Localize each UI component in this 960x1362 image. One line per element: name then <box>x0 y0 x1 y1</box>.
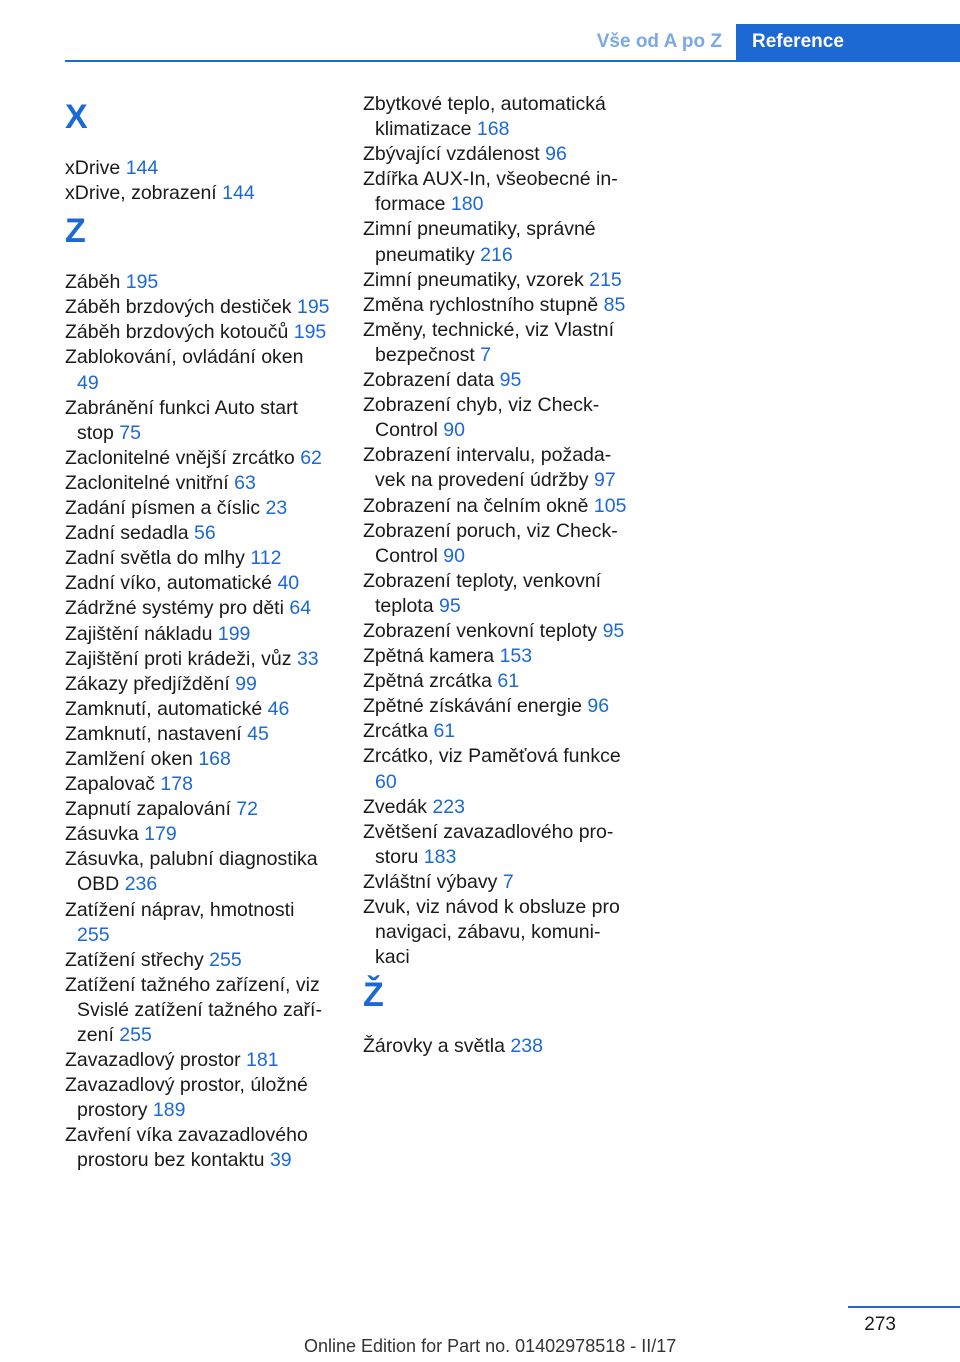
page-reference-link[interactable]: 144 <box>125 157 159 179</box>
page-reference-link[interactable]: 181 <box>246 1049 279 1072</box>
page-reference-link[interactable]: 153 <box>499 645 533 668</box>
page-reference-link[interactable]: 99 <box>235 672 257 695</box>
index-entry-text: Záběh brzdových kotoučů <box>65 321 289 344</box>
index-entry-text: Zadní víko, automatické <box>65 572 273 595</box>
index-entry-text: Zatížení střechy <box>65 948 204 971</box>
index-entry-text: Zatížení tažného zařízení, viz Svislé zatížení tažného zařízení <box>65 973 322 1046</box>
index-entry-text: Zobrazení na čelním okně <box>363 494 589 517</box>
page-reference-link[interactable]: 189 <box>152 1099 186 1122</box>
index-entry-text: Zobrazení data <box>363 369 495 392</box>
index-entry <box>363 895 628 970</box>
index-entry-text: Zavazadlový prostor, úložné prostory <box>65 1074 308 1122</box>
index-entry <box>65 722 330 747</box>
page-reference-link[interactable]: 179 <box>144 823 177 846</box>
index-entry <box>65 647 330 672</box>
index-entry-text: Zobrazení chyb, viz Check-Control <box>363 394 600 442</box>
index-entry <box>65 797 330 822</box>
index-entry-text: Zbývající vzdálenost <box>363 143 540 166</box>
page-reference-link[interactable]: 64 <box>289 597 312 620</box>
chapter-tab: Reference <box>736 24 960 60</box>
page-reference-link[interactable]: 90 <box>443 419 465 442</box>
index-entry-text: xDrive <box>65 157 121 179</box>
index-entry <box>363 719 628 744</box>
index-entry <box>65 295 330 320</box>
index-column-left <box>65 92 330 1174</box>
index-entry <box>363 519 628 569</box>
page-reference-link[interactable]: 72 <box>236 798 258 821</box>
index-entry <box>65 1048 330 1073</box>
index-entry-text: Zvuk, viz návod k obsluze pro navigaci, zábavu, komunikaci <box>363 896 620 969</box>
header-rule <box>65 60 960 62</box>
index-entry-text: Zvedák <box>363 795 427 818</box>
index-entry <box>65 622 330 647</box>
index-entry <box>65 697 330 722</box>
page-reference-link[interactable]: 60 <box>375 770 397 793</box>
index-entry <box>363 569 628 619</box>
page-reference-link[interactable]: 46 <box>267 697 290 720</box>
page-reference-link[interactable]: 62 <box>300 446 322 469</box>
page-reference-link[interactable]: 255 <box>209 948 242 971</box>
index-entry <box>363 92 628 142</box>
index-entry <box>65 181 330 206</box>
index-entry-text: Zobrazení venkovní teploty <box>363 619 598 642</box>
page-reference-link[interactable]: 168 <box>198 747 231 770</box>
index-entry <box>65 320 330 345</box>
page-reference-link[interactable]: 215 <box>589 268 622 291</box>
index-entry-text: Zvětšení zavazadlového prostoru <box>363 820 614 868</box>
page-reference-link[interactable]: 85 <box>603 293 626 316</box>
page-header <box>583 24 960 60</box>
index-entry-text: Zobrazení intervalu, požadavek na provedení údržby <box>363 444 612 492</box>
index-entry <box>363 694 628 719</box>
index-entry-text: Zabránění funkci Auto start stop <box>65 396 299 444</box>
page-reference-link[interactable]: 195 <box>125 271 159 294</box>
index-entry <box>65 156 330 181</box>
index-entry-text: Zamknutí, nastavení <box>65 722 242 745</box>
page-number: 273 <box>864 1314 896 1335</box>
page-reference-link[interactable]: 96 <box>587 695 610 718</box>
index-entry-text: Zajištění nákladu <box>65 622 213 645</box>
index-entry-text: Zamknutí, automatické <box>65 697 263 720</box>
index-entry <box>363 619 628 644</box>
index-entry-text: Zapalovač <box>65 773 155 796</box>
page-reference-link[interactable]: 183 <box>423 845 457 868</box>
index-entry-text: Zrcátko, viz Paměťová funkce <box>363 745 621 768</box>
index-entry-text: Zádržné systémy pro děti <box>65 597 284 620</box>
index-entry-text: Zimní pneumatiky, správné pneumatiky <box>363 218 596 266</box>
index-entry-text: Zbytkové teplo, automatická klimatizace <box>363 93 606 141</box>
index-letter-heading: X <box>65 98 88 136</box>
page-reference-link[interactable]: 33 <box>296 647 319 670</box>
page-reference-link[interactable]: 238 <box>510 1035 543 1058</box>
index-entry <box>363 393 628 443</box>
page-reference-link[interactable]: 199 <box>217 622 251 645</box>
index-entry-text: Zobrazení teploty, venkovní teplota <box>363 569 602 617</box>
page-reference-link[interactable]: 178 <box>160 773 193 796</box>
index-entry-text: Změny, technické, viz Vlastní bezpečnost <box>363 318 615 366</box>
page-reference-link[interactable]: 45 <box>247 722 269 745</box>
page-reference-link[interactable]: 195 <box>296 296 330 319</box>
index-entry-text: Zamlžení oken <box>65 747 193 770</box>
index-entry-text: Zobrazení poruch, viz Check-Control <box>363 519 618 567</box>
index-entry <box>65 847 330 897</box>
index-entry-text: Zaclonitelné vnitřní <box>65 471 229 494</box>
index-entry <box>363 644 628 669</box>
page-reference-link[interactable]: 95 <box>499 369 522 392</box>
page-reference-link[interactable]: 180 <box>450 193 484 216</box>
index-entry <box>65 772 330 797</box>
page-reference-link[interactable]: 97 <box>593 469 616 492</box>
index-entry <box>65 948 330 973</box>
index-entry <box>65 747 330 772</box>
index-entry-text: Zadní světla do mlhy <box>65 547 245 570</box>
index-entry <box>65 1123 330 1173</box>
index-entry <box>65 571 330 596</box>
index-entry <box>65 672 330 697</box>
index-entry <box>65 496 330 521</box>
page-reference-link[interactable]: 40 <box>277 572 300 595</box>
index-entry-text: Zapnutí zapalování <box>65 798 231 821</box>
page-reference-link[interactable]: 112 <box>250 547 282 570</box>
page-reference-link[interactable]: 7 <box>480 343 492 366</box>
index-entry <box>363 669 628 694</box>
index-entry-text: Zaclonitelné vnější zrcátko <box>65 446 295 469</box>
page-reference-link[interactable]: 23 <box>265 497 288 520</box>
page-reference-link[interactable]: 95 <box>602 619 625 642</box>
index-entry-text: xDrive, zobrazení <box>65 182 217 205</box>
index-entry-text: Zatížení náprav, hmotnosti <box>65 898 295 921</box>
index-entry-text: Zpětné získávání energie <box>363 695 582 718</box>
index-entry <box>363 142 628 167</box>
page-reference-link[interactable]: 63 <box>234 471 256 494</box>
index-entry <box>65 471 330 496</box>
index-entry <box>65 898 330 948</box>
index-entry <box>65 396 330 446</box>
page-reference-link[interactable]: 61 <box>433 720 456 743</box>
index-entry-text: Zpětná zrcátka <box>363 670 492 693</box>
index-entry-text: Záběh brzdových destiček <box>65 296 292 319</box>
page-reference-link[interactable]: 95 <box>438 594 461 617</box>
index-entry <box>363 318 628 368</box>
footer-rule <box>848 1306 960 1308</box>
index-entry <box>363 494 628 519</box>
index-entry <box>65 546 330 571</box>
index-entry-text: Zadní sedadla <box>65 522 189 545</box>
index-entry <box>363 293 628 318</box>
index-entry <box>65 973 330 1048</box>
index-entry <box>363 167 628 217</box>
page-reference-link[interactable]: 7 <box>502 870 514 893</box>
index-entry <box>363 795 628 820</box>
page-reference-link[interactable]: 96 <box>545 143 567 166</box>
page-reference-link[interactable]: 255 <box>119 1024 152 1046</box>
index-letter-heading: Z <box>65 212 86 251</box>
index-entry <box>363 744 628 794</box>
index-entry-text: Zdířka AUX-In, všeobecné informace <box>363 168 618 216</box>
page-reference-link[interactable]: 56 <box>194 522 216 545</box>
index-entry-text: Zásuvka <box>65 823 139 846</box>
index-entry-text: Zimní pneumatiky, vzorek <box>363 268 584 291</box>
index-entry-text: Záběh <box>65 271 121 294</box>
index-entry-text: Změna rychlostního stupně <box>363 293 599 316</box>
index-letter-heading: Ž <box>363 976 384 1015</box>
index-entry-text: Zablokování, ovládání oken <box>65 346 304 369</box>
index-entry <box>65 345 330 395</box>
index-entry <box>65 1073 330 1123</box>
page-reference-link[interactable]: 223 <box>432 795 465 818</box>
index-entry <box>65 446 330 471</box>
page-reference-link[interactable]: 75 <box>119 421 141 444</box>
index-entry <box>363 368 628 393</box>
section-title: Vše od A po Z <box>596 31 722 52</box>
index-entry <box>65 596 330 621</box>
page-reference-link[interactable]: 90 <box>443 544 465 567</box>
index-entry <box>363 870 628 895</box>
index-entry-text: Zavazadlový prostor <box>65 1049 241 1072</box>
index-entry-text: Zavření víka zavazadlového prostoru bez kontaktu <box>65 1124 308 1172</box>
index-entry <box>363 443 628 493</box>
page-reference-link[interactable]: 255 <box>77 923 110 946</box>
page-reference-link[interactable]: 49 <box>77 371 99 394</box>
index-entry <box>363 268 628 293</box>
page-reference-link[interactable]: 236 <box>124 873 158 896</box>
page-reference-link[interactable]: 168 <box>476 118 510 141</box>
index-entry-text: Zákazy předjíždění <box>65 672 230 695</box>
index-entry-text: Zrcátka <box>363 720 429 743</box>
index-entry <box>65 822 330 847</box>
index-column-right <box>363 92 628 1059</box>
index-entry-text: Zvláštní výbavy <box>363 870 498 893</box>
index-entry-text: Zajištění proti krádeži, vůz <box>65 647 292 670</box>
index-entry-text: Zadání písmen a číslic <box>65 497 261 520</box>
index-entry <box>363 1034 628 1059</box>
index-entry <box>65 521 330 546</box>
page-reference-link[interactable]: 144 <box>222 182 255 205</box>
page-reference-link[interactable]: 61 <box>497 670 520 693</box>
index-entry <box>65 270 330 295</box>
index-entry <box>363 217 628 267</box>
page-reference-link[interactable]: 216 <box>480 243 513 266</box>
page-reference-link[interactable]: 39 <box>269 1149 292 1172</box>
page-reference-link[interactable]: 105 <box>593 494 627 517</box>
edition-footer: Online Edition for Part no. 01402978518 - II/17 <box>304 1336 677 1356</box>
index-entry-text: Žárovky a světla <box>363 1035 505 1058</box>
index-entry-text: Zásuvka, palubní diagnostika OBD <box>65 848 318 896</box>
page-reference-link[interactable]: 195 <box>293 321 327 344</box>
index-entry-text: Zpětná kamera <box>363 645 495 668</box>
index-entry <box>363 820 628 870</box>
